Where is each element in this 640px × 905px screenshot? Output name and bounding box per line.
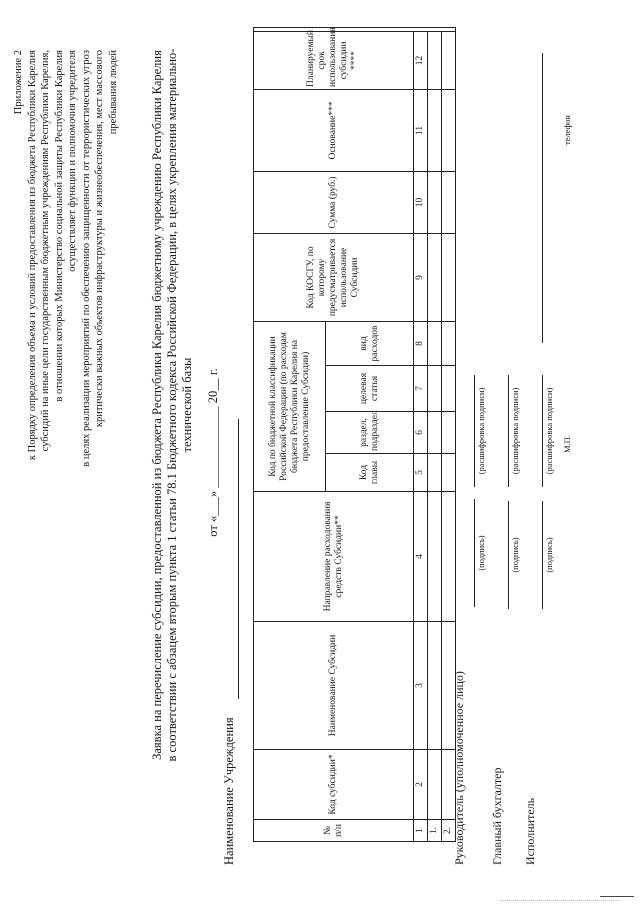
appendix-line: в отношении которых Министерство социальной защиты Республики Карелия	[53, 50, 65, 402]
column-number: 1	[414, 820, 428, 842]
header-article: целевая статья	[326, 366, 414, 412]
table-row	[428, 27, 442, 841]
table-cell[interactable]	[428, 321, 442, 365]
header-kosgu: Код КОСГУ, по которому предусматривается использование Субсидии	[254, 233, 414, 321]
column-number: 6	[414, 412, 428, 454]
column-number: 12	[414, 31, 428, 89]
sign-caption: (подпись)	[510, 537, 520, 573]
head-decode-line[interactable]	[474, 375, 475, 487]
table-cell[interactable]	[428, 31, 442, 89]
institution-label-text: Наименование Учреждения	[222, 717, 236, 865]
header-section: раздел, подраздел	[326, 412, 414, 454]
appendix-line: критически важных объектов инфраструктуры и жизнеобеспечения, мест массового пребывания людей	[94, 50, 119, 428]
table-cell[interactable]	[428, 171, 442, 233]
column-number: 10	[414, 171, 428, 233]
table-cell[interactable]	[442, 412, 456, 454]
institution-label	[222, 717, 237, 865]
executor-decode-line[interactable]	[542, 375, 543, 487]
table-cell[interactable]	[428, 233, 442, 321]
table-cell[interactable]	[428, 412, 442, 454]
column-number: 4	[414, 492, 428, 622]
sign-caption: (подпись)	[476, 535, 486, 571]
header-num: № п/п	[254, 820, 414, 842]
appendix-line: субсидий на иные цели государственным бюджетным учреждениям Республики Карелия,	[40, 50, 51, 452]
table-cell[interactable]	[442, 321, 456, 365]
subsidy-table	[253, 27, 456, 842]
decode-caption: (расшифровка подписи)	[544, 387, 554, 475]
appendix-block	[12, 50, 120, 470]
table-cell[interactable]	[442, 454, 456, 492]
appendix-line: осуществляет функции и полномочия учредителя	[67, 50, 78, 272]
accountant-label: Главный бухгалтер	[490, 767, 504, 865]
table-cell[interactable]	[428, 622, 442, 750]
accountant-decode-line[interactable]	[508, 375, 509, 487]
header-basis: Основание***	[254, 89, 414, 171]
row-number: 2.	[442, 820, 456, 842]
column-number: 3	[414, 622, 428, 750]
heading-line: Заявка на перечисление субсидии, предоставленной из бюджета Республики Карелия бюджетному учреждению Республики Карелия	[150, 50, 164, 760]
accountant-sign-line[interactable]	[508, 501, 509, 609]
row-number: 1.	[428, 820, 442, 842]
header-type: вид расходов	[326, 321, 414, 365]
column-number: 5	[414, 454, 428, 492]
head-sign-line[interactable]	[474, 499, 475, 607]
decode-caption: (расшифровка подписи)	[476, 387, 486, 475]
table-cell[interactable]	[428, 750, 442, 820]
executor-sign-line[interactable]	[542, 501, 543, 609]
table-cell[interactable]	[442, 366, 456, 412]
request-heading	[150, 25, 195, 785]
table-cell[interactable]	[442, 31, 456, 89]
column-number: 8	[414, 321, 428, 365]
head-label: Руководитель (уполномоченное лицо)	[452, 671, 466, 865]
sign-caption: (подпись)	[544, 537, 554, 573]
header-term: Планируемый срок использования субсидии ****	[254, 31, 414, 89]
table-cell[interactable]	[428, 492, 442, 622]
heading-line: в соответствии с абзацем вторым пункта 1 статьи 78.1 Бюджетного кодекса Российской Федерации, в целях укрепления материально-	[165, 48, 179, 762]
heading-line: технической базы	[180, 357, 194, 453]
scan-mark	[600, 895, 634, 897]
header-sum: Сумма (руб.)	[254, 171, 414, 233]
institution-underline	[238, 419, 239, 699]
table-cell[interactable]	[442, 492, 456, 622]
header-chapter: Код главы	[326, 454, 414, 492]
appendix-title: Приложение 2	[13, 50, 24, 115]
phone-label: телефон	[562, 115, 572, 145]
seal-label: М.П.	[562, 435, 572, 453]
header-budget-code: Код по бюджетной классификации Российской Федерации (по расходам бюджета Республики Карелия на предоставление Субсидии)	[254, 321, 326, 491]
column-number: 9	[414, 233, 428, 321]
table-cell[interactable]	[428, 89, 442, 171]
table-cell[interactable]	[428, 366, 442, 412]
header-direction: Направление расходования средств Субсидии**	[254, 492, 414, 622]
header-name: Наименование Субсидии	[254, 622, 414, 750]
column-number: 2	[414, 750, 428, 820]
scan-mark	[500, 899, 620, 901]
column-number: 11	[414, 89, 428, 171]
executor-label: Исполнитель	[523, 797, 537, 865]
phone-line[interactable]	[542, 53, 543, 343]
table-cell[interactable]	[442, 233, 456, 321]
header-code: Код субсидии*	[254, 750, 414, 820]
decode-caption: (расшифровка подписи)	[510, 387, 520, 475]
table-cell[interactable]	[428, 454, 442, 492]
appendix-line: в целях реализации мероприятий по обеспечению защищенности от террористических угроз	[80, 50, 92, 467]
table-cell[interactable]	[442, 171, 456, 233]
date-line: от «___» _____________ 20__ г.	[206, 368, 220, 537]
column-number-row	[414, 27, 428, 841]
appendix-line: к Порядку определения объема и условий предоставления из бюджета Республики Карелия	[26, 50, 38, 461]
table-cell[interactable]	[442, 89, 456, 171]
column-number: 7	[414, 366, 428, 412]
